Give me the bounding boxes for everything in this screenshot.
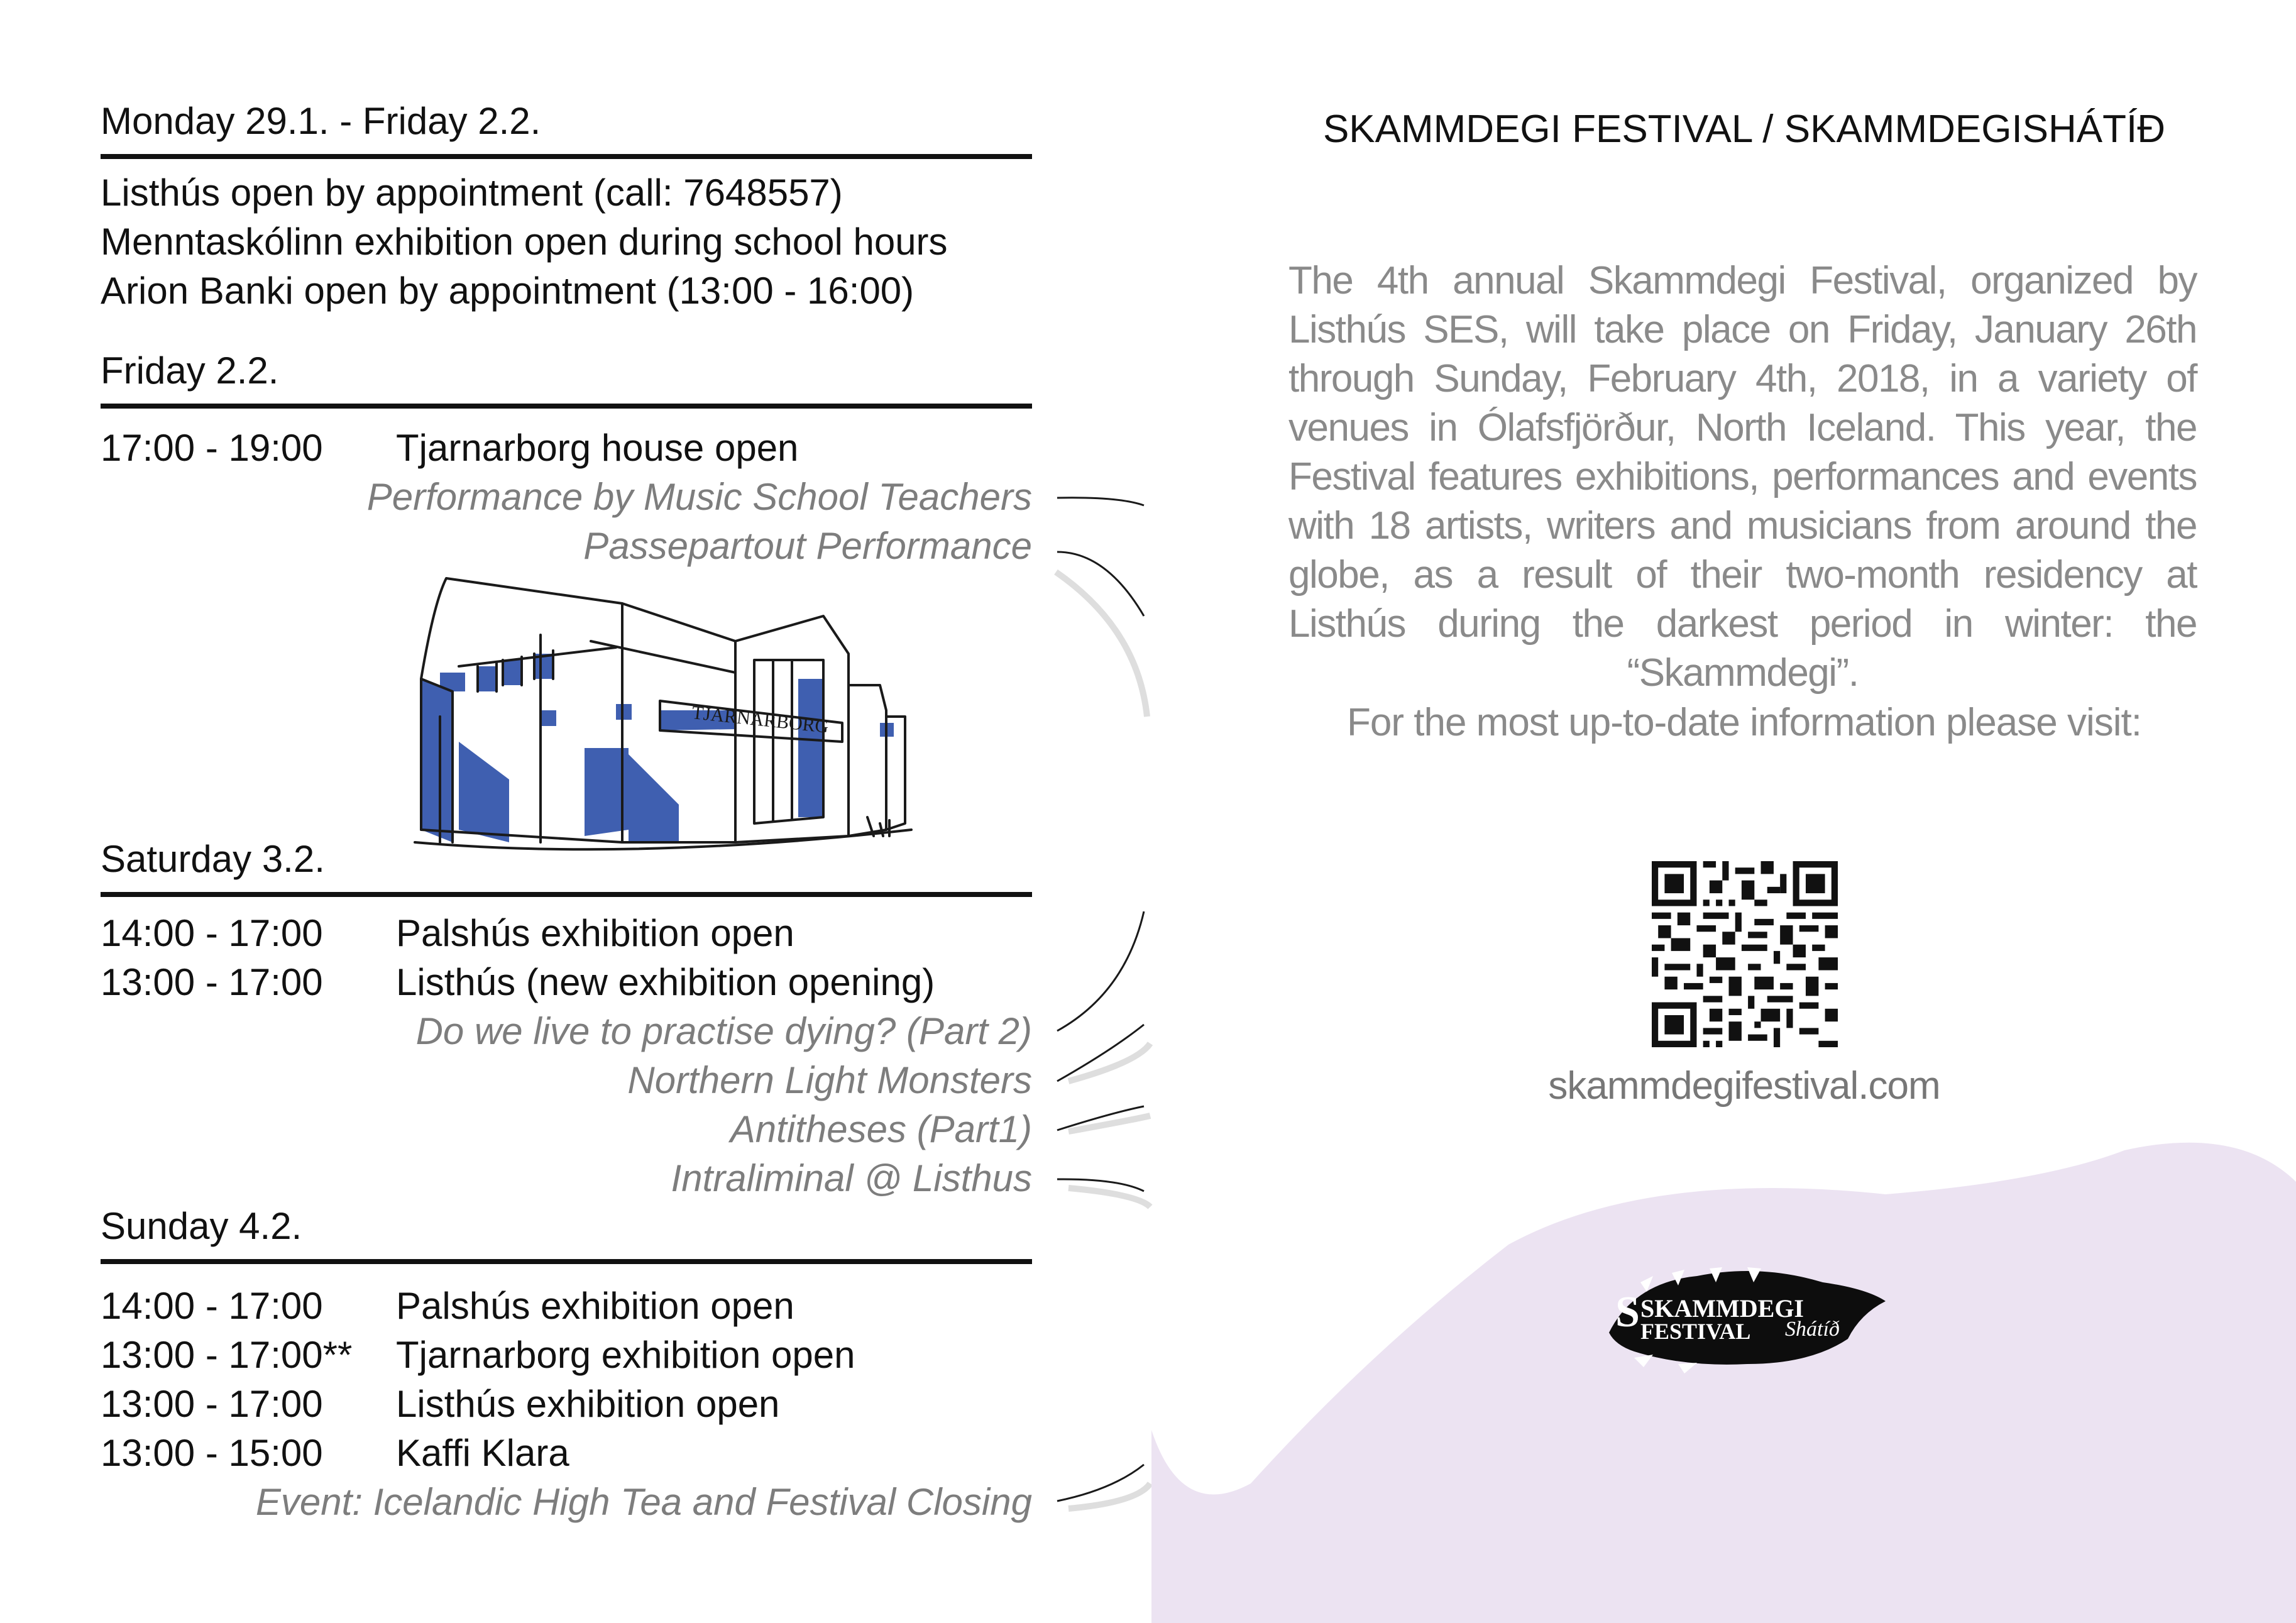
week-line-3: Arion Banki open by appointment (13:00 - 16:00) xyxy=(101,270,915,312)
logo-letter-s: S xyxy=(1615,1288,1640,1336)
saturday-time-2: 13:00 - 17:00 xyxy=(101,961,323,1003)
friday-event-1: Tjarnarborg house open xyxy=(396,427,799,469)
sunday-event-1: Palshús exhibition open xyxy=(396,1285,794,1327)
friday-heading: Friday 2.2. xyxy=(101,349,279,392)
saturday-sub-4: Intraliminal @ Listhus xyxy=(671,1157,1032,1199)
festival-title: SKAMMDEGI FESTIVAL / SKAMMDEGISHÁTÍÐ xyxy=(1322,107,2166,151)
week-line-2: Menntaskólinn exhibition open during school hours xyxy=(101,221,948,263)
friday-sub-2: Passepartout Performance xyxy=(583,525,1032,567)
logo-script: Shátíð xyxy=(1785,1318,1840,1341)
saturday-sub-3: Antitheses (Part1) xyxy=(730,1108,1032,1150)
sunday-heading: Sunday 4.2. xyxy=(101,1205,302,1247)
festival-url[interactable]: skammdegifestival.com xyxy=(1548,1064,1940,1108)
saturday-event-1: Palshús exhibition open xyxy=(396,912,794,954)
week-heading: Monday 29.1. - Friday 2.2. xyxy=(101,100,541,142)
sunday-time-2: 13:00 - 17:00** xyxy=(101,1334,353,1376)
building-sign-text: TJARNARBORG xyxy=(691,702,830,737)
feather-logo-icon xyxy=(1596,1257,1898,1383)
saturday-sub-1: Do we live to practise dying? (Part 2) xyxy=(415,1010,1032,1052)
saturday-event-2: Listhús (new exhibition opening) xyxy=(396,961,935,1003)
sunday-event-3: Listhús exhibition open xyxy=(396,1383,780,1425)
friday-sub-1: Performance by Music School Teachers xyxy=(366,476,1032,518)
week-line-1: Listhús open by appointment (call: 7648557) xyxy=(101,172,843,214)
logo-line-2: FESTIVAL xyxy=(1640,1319,1751,1344)
sunday-sub-1: Event: Icelandic High Tea and Festival Closing xyxy=(255,1481,1032,1523)
sunday-time-1: 14:00 - 17:00 xyxy=(101,1285,323,1327)
visit-text: For the most up-to-date information please visit: xyxy=(1347,701,2141,744)
friday-time-1: 17:00 - 19:00 xyxy=(101,427,323,469)
sunday-event-4: Kaffi Klara xyxy=(396,1432,569,1474)
festival-intro: The 4th annual Skammdegi Festival, organized by Listhús SES, will take place on Friday, January 26th through Sunday, February 4th, 2018, in a variety of venues in Ólafsfjörður, North Iceland. This year, the Festival features exhibitions, performances and events with 18 artists, writers and musicians from around the globe, as a result of their two-month residency at Listhús during the darkest period in winter: the “Skammdegi”. xyxy=(1288,259,2197,695)
saturday-time-1: 14:00 - 17:00 xyxy=(101,912,323,954)
logo-line-1: SKAMMDEGI xyxy=(1640,1294,1804,1323)
sunday-time-3: 13:00 - 17:00 xyxy=(101,1383,323,1425)
sunday-time-4: 13:00 - 15:00 xyxy=(101,1432,323,1474)
saturday-heading: Saturday 3.2. xyxy=(101,838,325,880)
saturday-sub-2: Northern Light Monsters xyxy=(627,1059,1032,1101)
sunday-event-2: Tjarnarborg exhibition open xyxy=(396,1334,855,1376)
qr-code-icon[interactable] xyxy=(1652,861,1838,1047)
